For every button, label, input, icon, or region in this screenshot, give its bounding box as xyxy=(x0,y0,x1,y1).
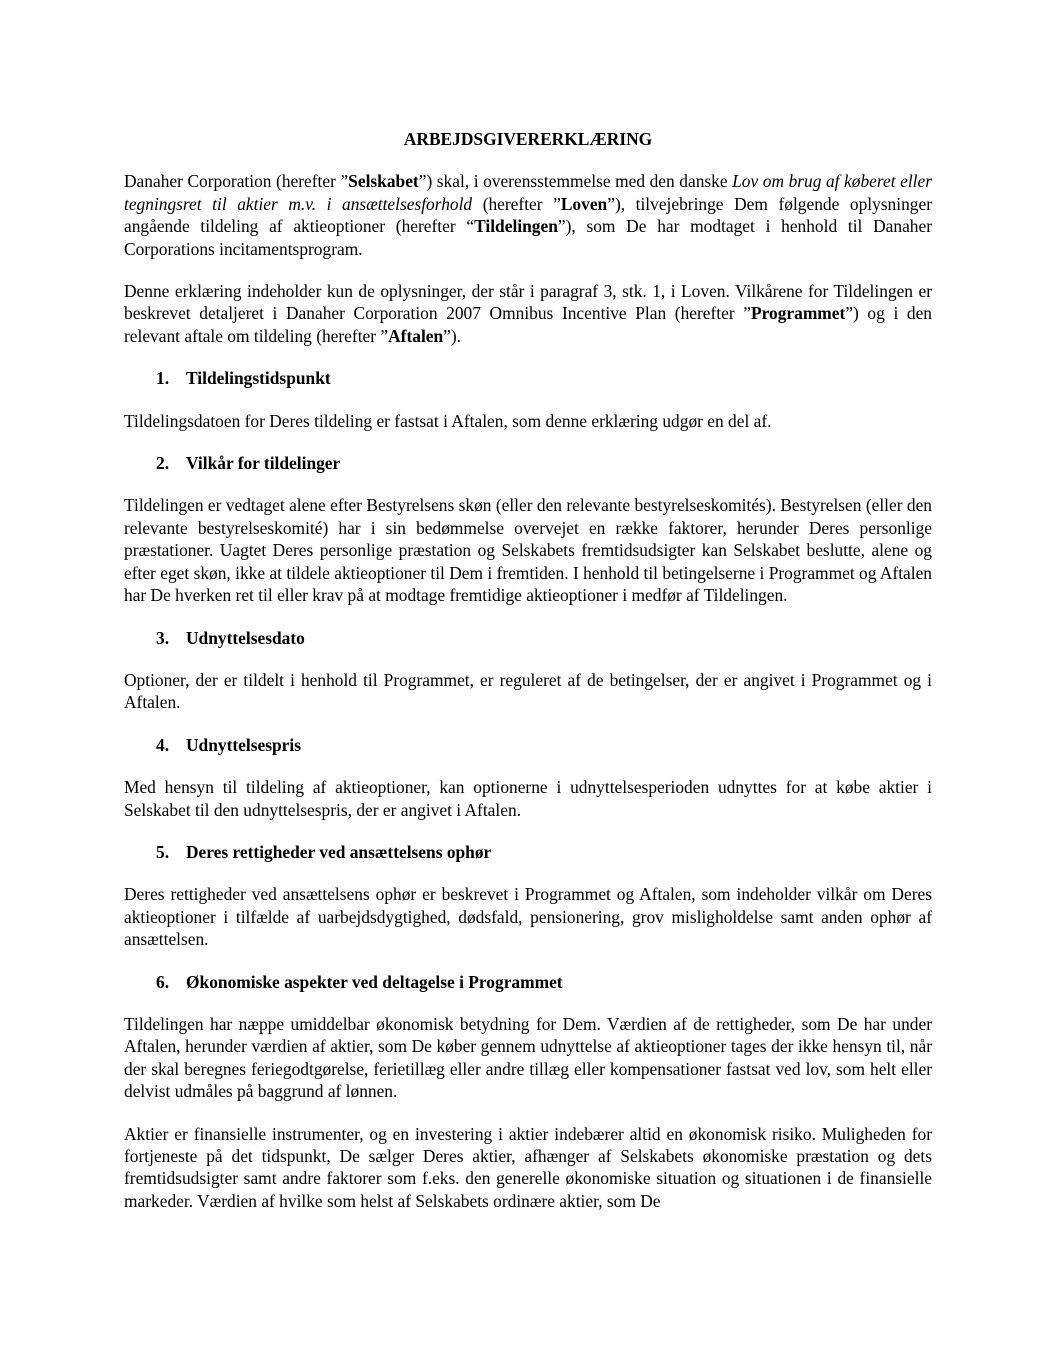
section-heading-3 xyxy=(124,627,932,649)
scope-paragraph xyxy=(124,280,932,347)
section-title: Vilkår for tildelinger xyxy=(186,453,341,474)
scope-term-aftalen: Aftalen xyxy=(388,325,444,346)
section-heading-6 xyxy=(124,971,932,993)
section-number: 1. xyxy=(156,368,170,389)
section-3-paragraph: Optioner, der er tildelt i henhold til Programmet, er reguleret af de betingelser, der er angivet i Programmet og i Aftalen. xyxy=(124,669,932,713)
intro-term-tildelingen: Tildelingen xyxy=(474,216,558,237)
section-6-paragraph-2: Aktier er finansielle instrumenter, og en investering i aktier indebærer altid en økonomisk risiko. Muligheden for fortjeneste på det tidspunkt, De sælger Deres aktier, afhænger af Selskabets økonomiske præstation og dets fremtidsudsigter samt andre faktorer som f.eks. den generelle økonomiske situation og situationen i de finansielle markeder. Værdien af hvilke som helst af Selskabets ordinære aktier, som De xyxy=(124,1123,932,1211)
section-2-paragraph: Tildelingen er vedtaget alene efter Bestyrelsens skøn (eller den relevante bestyrelseskomités). Bestyrelsen (eller den relevante bestyrelseskomité) har i sin bedømmelse overvejet en række faktorer, herunder Deres personlige præstationer. Uagtet Deres personlige præstation og Selskabets fremtidsudsigter kan Selskabet beslutte, alene og efter eget skøn, ikke at tildele aktieoptioner til Dem i fremtiden. I henhold til betingelserne i Programmet og Aftalen har De hverken ret til eller krav på at modtage fremtidige aktieoptioner i medfør af Tildelingen. xyxy=(124,495,932,606)
section-heading-1 xyxy=(124,367,932,389)
intro-term-selskabet: Selskabet xyxy=(348,171,419,192)
section-number: 2. xyxy=(156,453,170,474)
intro-text-1: Danaher Corporation (herefter ” xyxy=(124,171,349,192)
section-title: Deres rettigheder ved ansættelsens ophør xyxy=(186,841,492,862)
intro-text-3: (herefter ” xyxy=(472,193,561,214)
document-page xyxy=(124,128,932,1232)
intro-paragraph xyxy=(124,170,932,260)
section-5-paragraph: Deres rettigheder ved ansættelsens ophør er beskrevet i Programmet og Aftalen, som indeholder vilkår om Deres aktieoptioner i tilfælde af uarbejdsdygtighed, dødsfald, pensionering, grov misligholdelse samt anden ophør af ansættelsen. xyxy=(124,884,932,950)
document-title: ARBEJDSGIVERERKLÆRING xyxy=(403,129,653,149)
scope-text-3: ”). xyxy=(443,325,462,346)
section-number: 3. xyxy=(156,627,170,648)
section-1-paragraph: Tildelingsdatoen for Deres tildeling er fastsat i Aftalen, som denne erklæring udgør en del af. xyxy=(124,410,772,431)
intro-text-5: ”), som De har modtaget i henhold til Danaher Corporations incitamentsprogram. xyxy=(124,216,933,259)
section-title: Udnyttelsesdato xyxy=(186,627,305,648)
section-number: 4. xyxy=(156,734,170,755)
section-title: Økonomiske aspekter ved deltagelse i Programmet xyxy=(186,971,563,992)
section-6-paragraph-1: Tildelingen har næppe umiddelbar økonomisk betydning for Dem. Værdien af de rettigheder, som De har under Aftalen, herunder værdien af aktier, som De køber gennem udnyttelse af aktieoptioner tages der ikke hensyn til, når der skal beregnes feriegodtgørelse, ferietillæg eller andre tillæg eller kompensationer fastsat ved lov, som helt eller delvist udmåles på baggrund af lønnen. xyxy=(124,1013,932,1102)
section-4-paragraph: Med hensyn til tildeling af aktieoptioner, kan optionerne i udnyttelsesperioden udnyttes for at købe aktier i Selskabet til den udnyttelsespris, der er angivet i Aftalen. xyxy=(124,777,932,820)
scope-text-2: ”) og i den relevant aftale om tildeling (herefter ” xyxy=(124,303,932,346)
section-number: 6. xyxy=(156,971,170,992)
section-heading-2 xyxy=(124,452,932,474)
intro-term-loven: Loven xyxy=(560,193,608,214)
intro-text-2: ”) skal, i overensstemmelse med den danske xyxy=(418,171,733,192)
intro-law-title: Lov om brug af køberet eller tegningsret til aktier m.v. i ansættelsesforhold xyxy=(124,171,932,214)
intro-text-4: ”), tilvejebringe Dem følgende oplysninger angående tildeling af aktieoptioner (herefter “ xyxy=(124,193,932,237)
scope-term-programmet: Programmet xyxy=(750,303,846,324)
scope-text-1: Denne erklæring indeholder kun de oplysninger, der står i paragraf 3, stk. 1, i Loven. Vilkårene for Tildelingen er beskrevet detaljeret i Danaher Corporation 2007 Omnibus Incentive Plan (herefter ” xyxy=(124,281,932,324)
section-heading-4 xyxy=(124,734,932,756)
section-heading-5 xyxy=(124,841,932,863)
section-title: Tildelingstidspunkt xyxy=(186,368,331,389)
section-number: 5. xyxy=(156,841,170,862)
section-title: Udnyttelsespris xyxy=(186,734,301,755)
